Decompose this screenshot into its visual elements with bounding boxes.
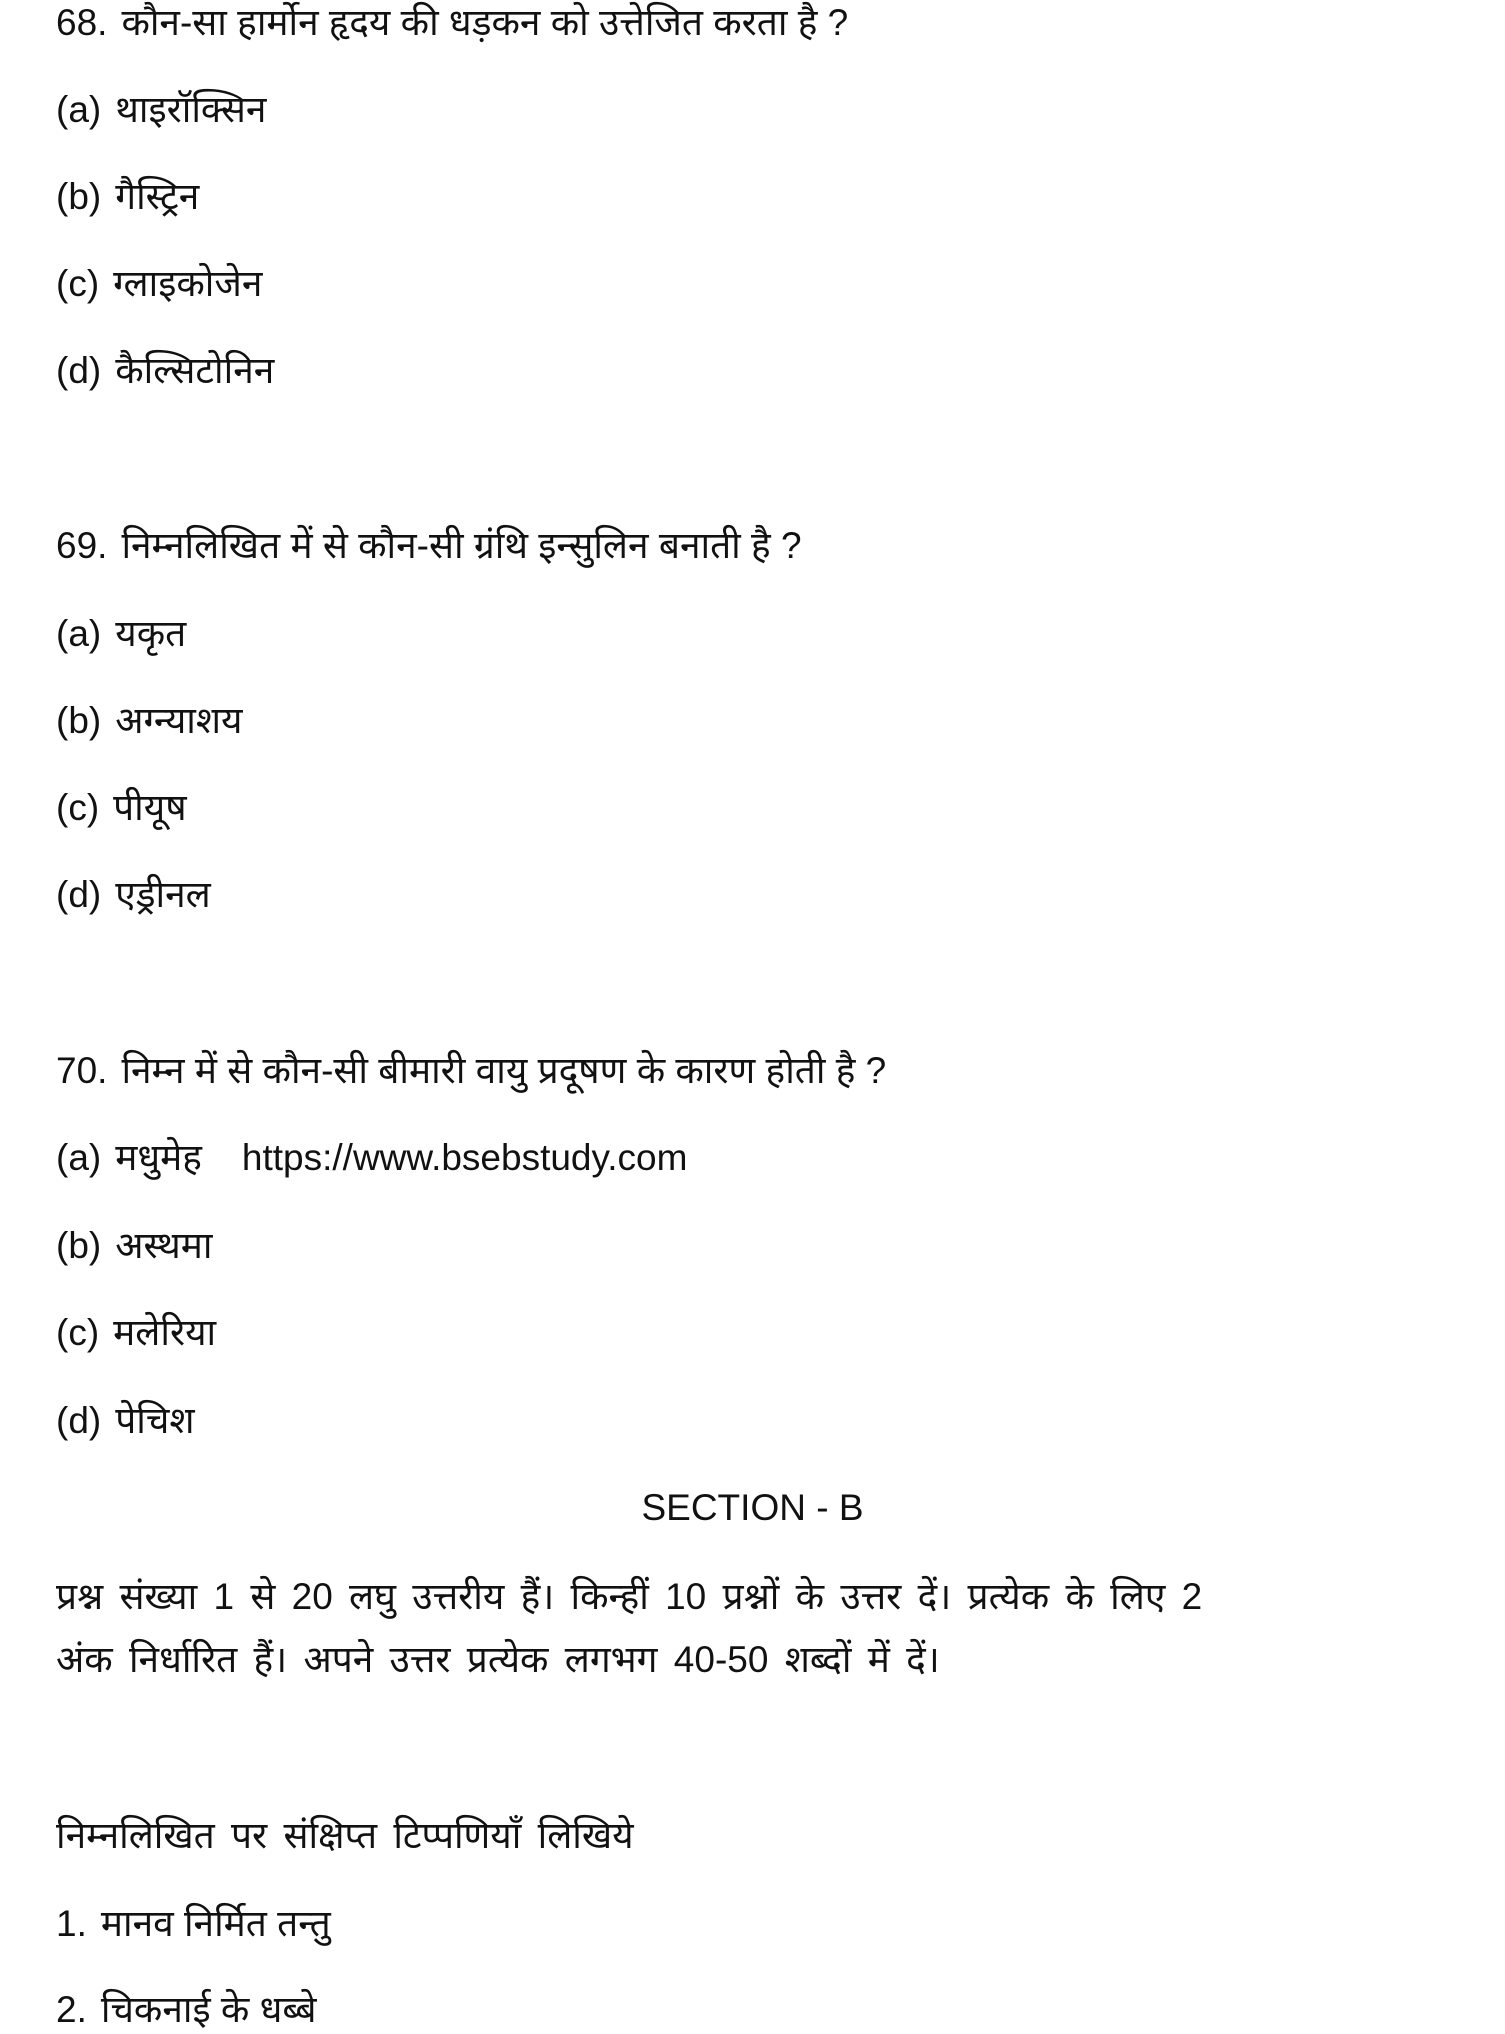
option-label: (c)	[56, 787, 100, 828]
option-a	[56, 611, 186, 657]
instructions-line-1: प्रश्न संख्या 1 से 20 लघु उत्तरीय हैं। किन्हीं 10 प्रश्नों के उत्तर दें। प्रत्येक के लिए 2	[56, 1576, 1203, 1617]
option-c	[56, 785, 187, 831]
item-number: 1.	[56, 1903, 87, 1944]
option-d	[56, 872, 211, 918]
option-text: मधुमेह	[115, 1137, 202, 1178]
question-text	[56, 0, 848, 46]
option-label: (d)	[56, 1400, 102, 1441]
note-item-1	[56, 1901, 331, 1947]
option-label: (a)	[56, 89, 102, 130]
item-number: 2.	[56, 1989, 87, 2030]
option-label: (c)	[56, 263, 100, 304]
note-item-2	[56, 1987, 317, 2033]
option-text: अग्न्याशय	[115, 700, 243, 741]
question-number: 70.	[56, 1050, 108, 1091]
option-label: (b)	[56, 1225, 102, 1266]
question-text	[56, 523, 802, 569]
option-text: पीयूष	[113, 787, 187, 828]
option-text: मलेरिया	[113, 1312, 217, 1353]
question-number: 69.	[56, 525, 108, 566]
option-c	[56, 261, 262, 307]
question-stem: निम्न में से कौन-सी बीमारी वायु प्रदूषण के कारण होती है ?	[121, 1050, 887, 1091]
section-title: SECTION - B	[641, 1487, 864, 1528]
option-text: एड्रीनल	[115, 874, 211, 915]
question-number: 68.	[56, 2, 108, 43]
option-label: (b)	[56, 700, 102, 741]
item-text: मानव निर्मित तन्तु	[100, 1903, 331, 1944]
option-text: यकृत	[115, 613, 187, 654]
option-a	[56, 1135, 687, 1181]
option-label: (c)	[56, 1312, 100, 1353]
option-a	[56, 87, 266, 133]
question-text	[56, 1048, 886, 1094]
watermark-url: https://www.bsebstudy.com	[241, 1137, 688, 1178]
notes-heading: निम्नलिखित पर संक्षिप्त टिप्पणियाँ लिखिये	[56, 1815, 634, 1856]
option-b	[56, 174, 199, 220]
option-label: (d)	[56, 874, 102, 915]
option-label: (a)	[56, 1137, 102, 1178]
question-stem: निम्नलिखित में से कौन-सी ग्रंथि इन्सुलिन बनाती है ?	[121, 525, 802, 566]
question-stem: कौन-सा हार्मोन हृदय की धड़कन को उत्तेजित करता है ?	[121, 2, 849, 43]
option-text: ग्लाइकोजेन	[113, 263, 263, 304]
option-b	[56, 1223, 213, 1269]
option-d	[56, 348, 274, 394]
option-text: गैस्ट्रिन	[115, 176, 200, 217]
option-label: (d)	[56, 350, 102, 391]
option-text: अस्थमा	[115, 1225, 213, 1266]
item-text: चिकनाई के धब्बे	[100, 1989, 317, 2030]
option-text: कैल्सिटोनिन	[115, 350, 275, 391]
option-c	[56, 1310, 216, 1356]
option-text: थाइरॉक्सिन	[115, 89, 267, 130]
option-text: पेचिश	[115, 1400, 195, 1441]
option-b	[56, 698, 242, 744]
instructions-line-2: अंक निर्धारित हैं। अपने उत्तर प्रत्येक लगभग 40-50 शब्दों में दें।	[56, 1639, 940, 1680]
option-label: (a)	[56, 613, 102, 654]
option-label: (b)	[56, 176, 102, 217]
option-d	[56, 1398, 195, 1444]
